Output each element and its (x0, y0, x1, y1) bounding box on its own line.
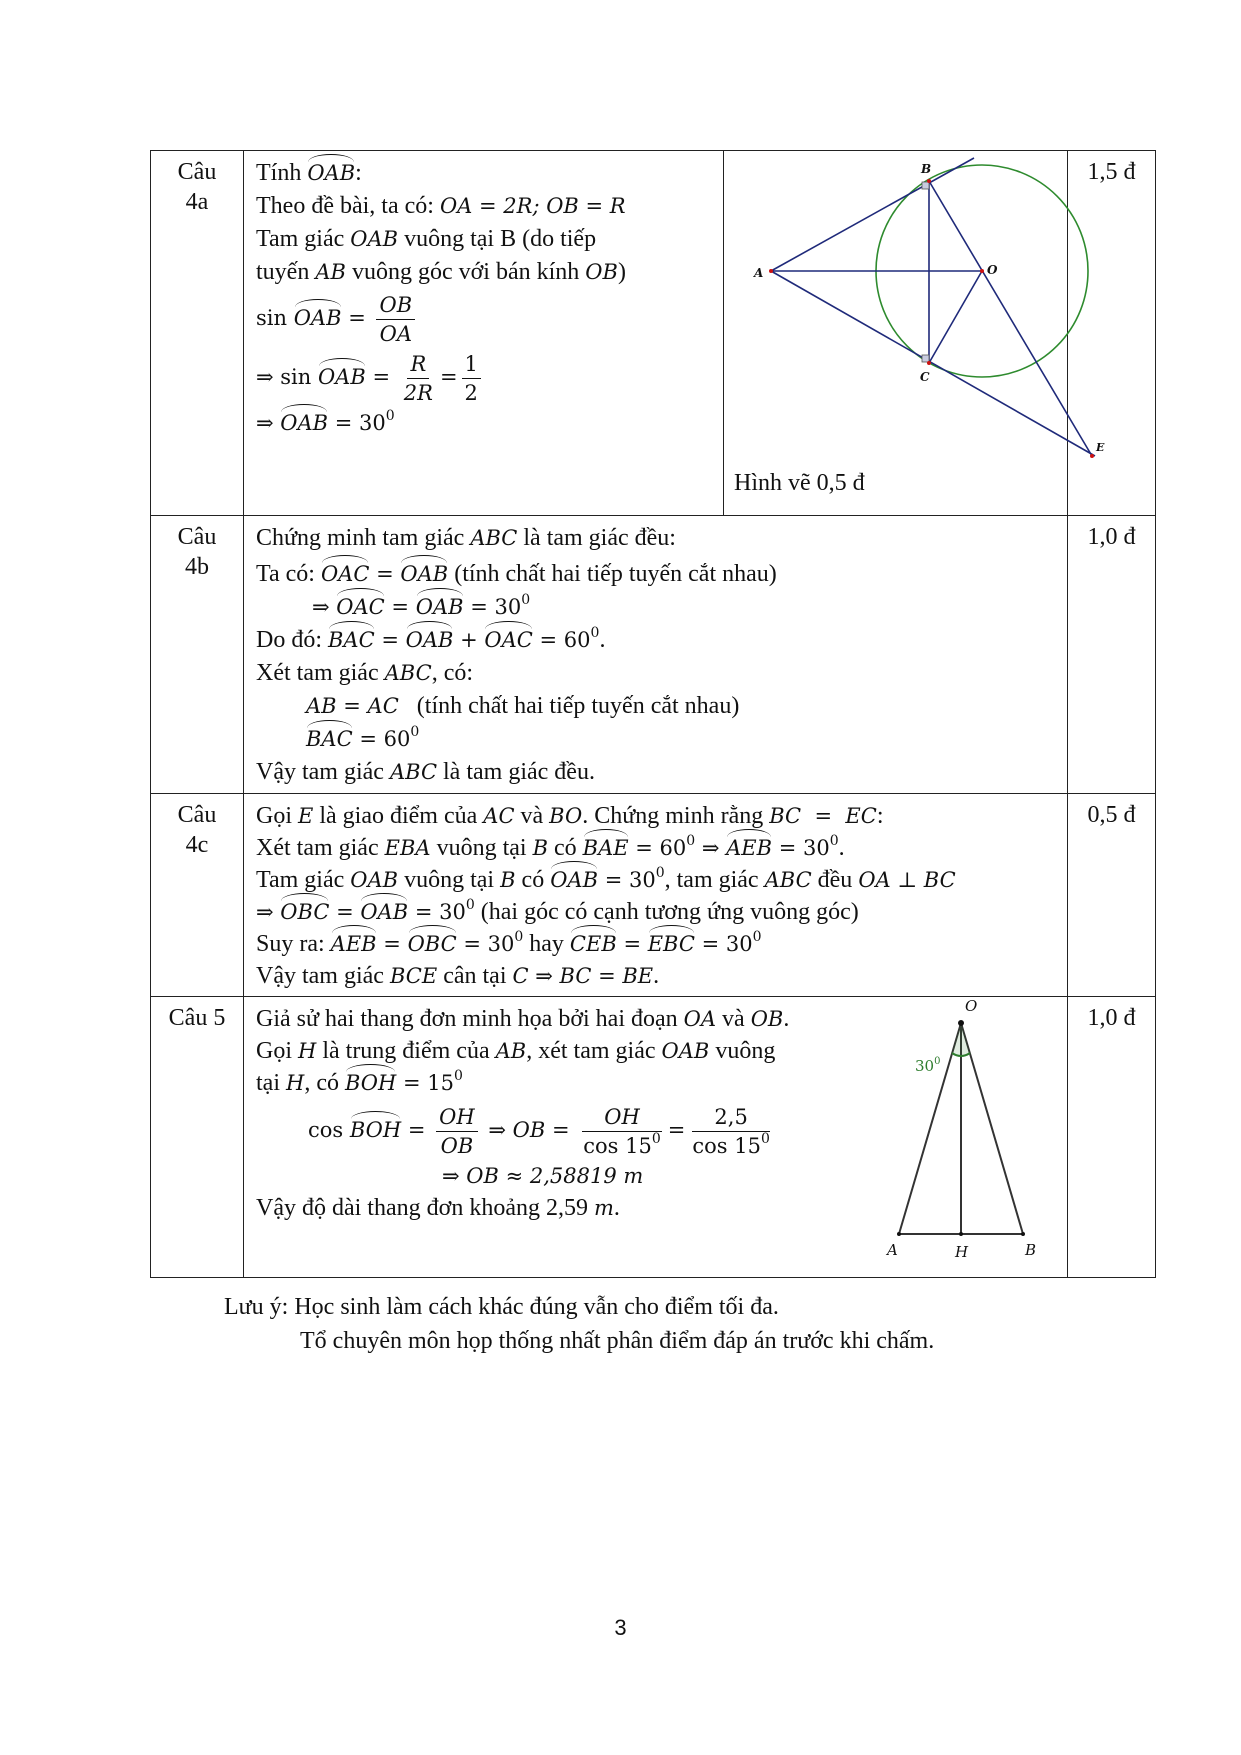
solution-line: Chứng minh tam giác ABC là tam giác đều: (256, 525, 676, 551)
figure-cell-4a (724, 151, 1105, 516)
question-word: Câu (177, 802, 217, 828)
svg-text:H: H (955, 1243, 969, 1261)
formula-line: cos BOH = $\frac{OH}{OB}$ ⇒ OB = $\frac{OH}{\cos 15^0}$ = $\frac{2,5}{\cos 15^0}$ (256, 1103, 1057, 1160)
question-word: Câu (177, 524, 217, 550)
score-4a: 1,5 đ (1068, 151, 1156, 516)
question-word: Câu 5 (168, 1005, 226, 1031)
solution-4b (244, 516, 1068, 794)
svg-text:C: C (920, 370, 930, 384)
table-row-4a (151, 151, 1156, 516)
solution-line: ⇒ OBC = OAB = $30^0$ (hai góc có cạnh tương ứng vuông góc) (256, 896, 1057, 928)
solution-line: AB = AC (tính chất hai tiếp tuyến cắt nhau) (306, 693, 740, 719)
fraction: $\frac{1}{2}$ (462, 350, 481, 407)
solution-line: BAC = $60^0$ (256, 723, 1057, 756)
solution-line: Tam giác OAB vuông tại B (do tiếp (256, 226, 597, 252)
solution-line: Suy ra: AEB = OBC = $30^0$ hay CEB = EBC = $30^0$ (256, 928, 1057, 960)
formula-line: sin OAB = $\frac{OB}{OA}$ (256, 291, 713, 348)
solution-line: Xét tam giác ABC, có: (256, 660, 474, 686)
note-line-1: Lưu ý: Học sinh làm cách khác đúng vẫn cho điểm tối đa. (224, 1294, 779, 1320)
angle-notation: OAB (307, 157, 355, 190)
solution-line: Ta có: OAC = OAB (tính chất hai tiếp tuyến cắt nhau) (256, 558, 1057, 591)
answer-key-table (150, 150, 1156, 1278)
svg-text:E: E (1096, 441, 1105, 454)
fraction: $\frac{OB}{OA}$ (376, 291, 415, 348)
svg-text:O: O (965, 997, 978, 1015)
solution-4a (244, 151, 724, 516)
score-5: 1,0 đ (1068, 997, 1156, 1278)
score-4c: 0,5 đ (1068, 794, 1156, 997)
fraction: $\frac{2,5}{\cos 15^0}$ (692, 1105, 770, 1158)
solution-line: tuyến AB vuông góc với bán kính OB) (256, 259, 626, 285)
solution-line: Gọi H là trung điểm của AB, xét tam giác OAB vuông (256, 1038, 776, 1064)
solution-line: Tính OAB: (256, 157, 713, 190)
question-label-4a (151, 151, 244, 516)
question-number: 4a (185, 189, 209, 215)
solution-line: Vậy tam giác ABC là tam giác đều. (256, 759, 595, 785)
svg-text:B: B (1025, 1241, 1037, 1259)
note-line-2: Tổ chuyên môn họp thống nhất phân điểm đáp án trước khi chấm. (300, 1328, 935, 1354)
solution-line: Vậy tam giác BCE cân tại C ⇒ BC = BE. (256, 963, 660, 989)
solution-line: Giả sử hai thang đơn minh họa bởi hai đoạn OA và OB. (256, 1006, 790, 1032)
question-number: 4b (185, 554, 209, 580)
table-row-4b (151, 516, 1156, 794)
question-label-5 (151, 997, 244, 1278)
svg-text:A: A (754, 266, 764, 280)
svg-text:B: B (921, 162, 932, 176)
formula-line: ⇒ OB ≈ 2,58819 m (442, 1164, 644, 1188)
question-label-4b (151, 516, 244, 794)
score-4b: 1,0 đ (1068, 516, 1156, 794)
solution-4c (244, 794, 1068, 997)
question-label-4c (151, 794, 244, 997)
question-number: 4c (185, 832, 209, 858)
figure-caption: Hình vẽ 0,5 đ (734, 470, 865, 496)
solution-line: Tam giác OAB vuông tại B có OAB = $30^0$, tam giác ABC đều OA ⊥ BC (256, 864, 1057, 896)
grading-notes (224, 1290, 934, 1358)
fraction: $\frac{R}{2R}$ (403, 352, 433, 405)
fraction: $\frac{OH}{OB}$ (436, 1103, 478, 1160)
solution-line: Xét tam giác EBA vuông tại B có BAE = $60^0$ ⇒ AEB = $30^0$. (256, 832, 1057, 864)
formula-line: ⇒ OAB = $30^0$ (256, 407, 713, 440)
geometry-figure-tangents (724, 151, 1105, 516)
solution-line: tại H, có BOH = $15^0$ (256, 1067, 1057, 1099)
svg-text:300: $30^0$ (915, 1056, 941, 1075)
solution-line: Do đó: BAC = OAB + OAC = $60^0$. (256, 624, 1057, 657)
solution-line: ⇒ OAC = OAB = $30^0$ (256, 591, 1057, 624)
table-row-4c (151, 794, 1156, 997)
formula-line: ⇒ sin OAB = $\frac{R}{2R}$ = $\frac{1}{2}$ (256, 350, 713, 407)
table-row-5 (151, 997, 1156, 1278)
question-word: Câu (177, 159, 217, 185)
solution-line: Vậy độ dài thang đơn khoảng 2,59 m. (256, 1195, 620, 1221)
svg-text:A: A (887, 1241, 898, 1259)
page-number: 3 (614, 1615, 627, 1640)
solution-5 (244, 997, 1068, 1278)
ladder-triangle-figure (889, 999, 1059, 1261)
fraction: $\frac{OH}{\cos 15^0}$ (583, 1105, 661, 1158)
solution-line: Theo đề bài, ta có: OA = 2R; OB = R (256, 193, 626, 219)
solution-line: Gọi E là giao điểm của AC và BO. Chứng minh rằng BC = EC: (256, 803, 884, 829)
svg-text:O: O (987, 263, 998, 277)
